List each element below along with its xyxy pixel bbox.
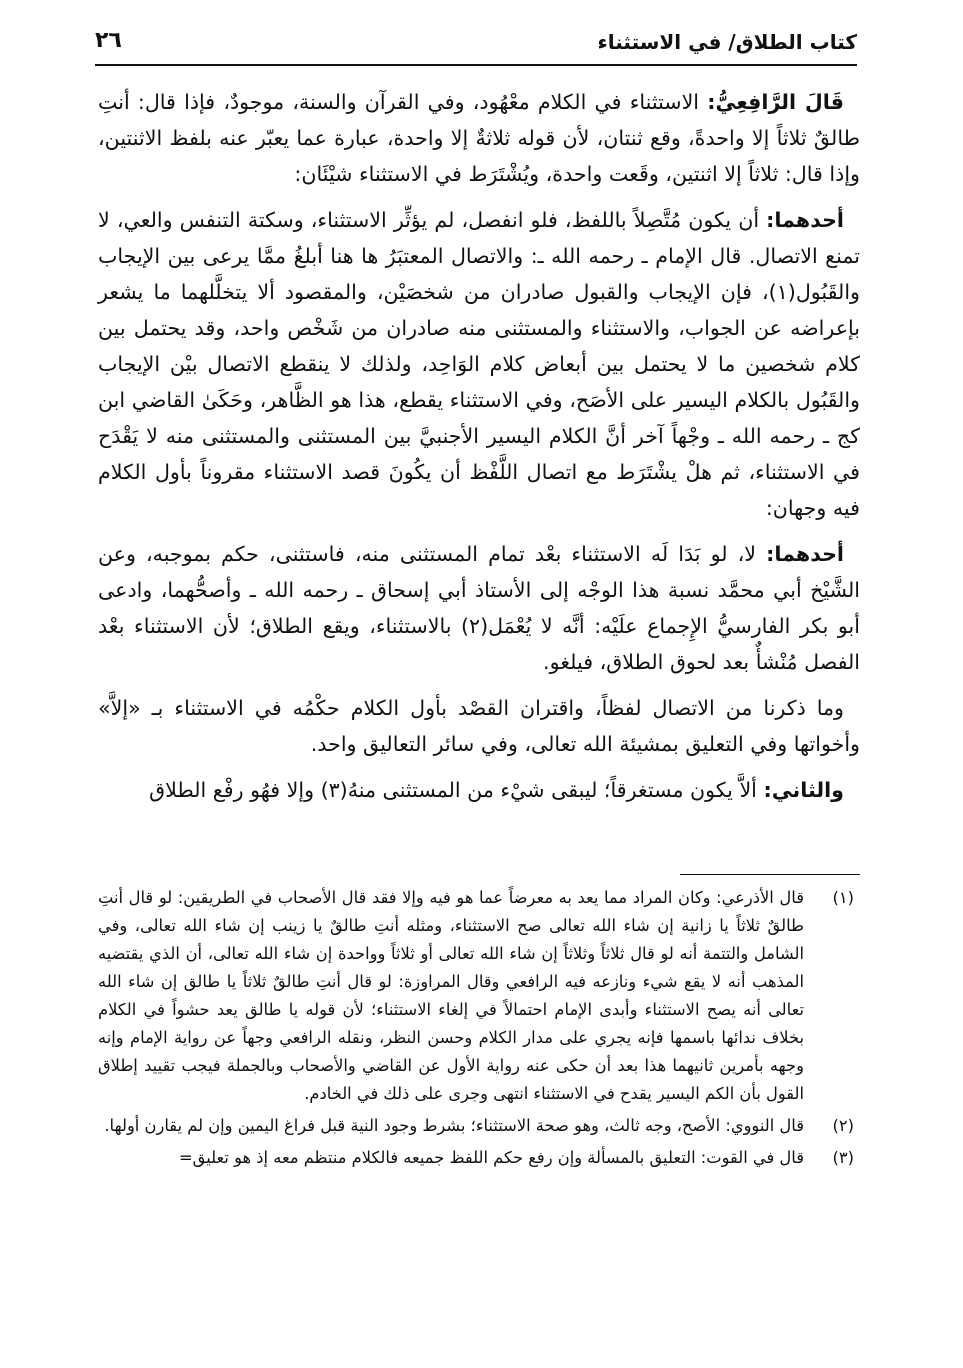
footnote-item	[98, 884, 860, 1108]
footnote-number: (٢)	[832, 1116, 854, 1135]
paragraph-lead: أحدهما:	[766, 542, 844, 566]
paragraph	[98, 690, 860, 762]
paragraph-lead: والثاني:	[763, 778, 844, 802]
footnote-rule	[680, 874, 860, 875]
header-rule	[95, 64, 857, 66]
paragraph-text: أن يكون مُتَّصِلاً باللفظ، فلو انفصل، لم يؤثِّر الاستثناء، وسكتة التنفس والعي، لا تمنع الاتصال. قال الإمام ـ رحمه الله ـ: والاتصال المعتبَرُ ها هنا أبلغُ ممَّا يرعى بين الإيجاب والقَبُول(١)، فإن الإيجاب والقبول صادران من شخصَيْن، والمقصود ألا يتخلَّلهما ما يشعر بإعراضه عن الجواب، والاستثناء والمستثنى منه صادران من شَخْص واحد، وقد يحتمل بين كلام شخصين ما لا يحتمل بين أبعاض كلام الوَاحِد، ولذلك لا ينقطع الاتصال بيْن الإيجاب والقَبُول بالكلام اليسير على الأصَح، وفي الاستثناء يقطع، هذا هو الظَّاهر، وحَكَىٰ القاضي ابن كج ـ رحمه الله ـ وجْهاً آخر أنَّ الكلام اليسير الأجنبيَّ بين المستثنى والمستثنى منه لا يَقْدَح في الاستثناء، ثم هلْ يشْتَرَط مع اتصال اللَّفْظ أن يكُونَ قصد الاستثناء مقروناً بأول الكلام فيه وجهان:	[98, 208, 860, 520]
paragraph-text: الاستثناء في الكلام معْهُود، وفي القرآن والسنة، موجودٌ، فإذا قال: أنتِ طالقٌ ثلاثاً إلا واحدةً، وقع ثنتان، لأن قوله ثلاثةٌ إلا واحدة، عبارة عما يعبّر عنه بلفظ الاثنتين، وإذا قال: ثلاثاً إلا اثنتين، وقَعت واحدة، ويُشْتَرَط في الاستثناء شيْئَان:	[98, 90, 860, 186]
running-title: كتاب الطلاق/ في الاستثناء	[597, 30, 857, 54]
footnote-text: قال النووي: الأصح، وجه ثالث، وهو صحة الاستثناء؛ بشرط وجود النية قبل فراغ اليمين وإن لم يقارن أولها.	[104, 1116, 804, 1135]
paragraph-text: وما ذكرنا من الاتصال لفظاً، واقتران القصْد بأول الكلام حكْمُه في الاستثناء بـ «إلاَّ» وأخواتها وفي التعليق بمشيئة الله تعالى، وفي سائر التعاليق واحد.	[98, 696, 860, 756]
paragraph	[98, 536, 860, 680]
footnote-text: قال في القوت: التعليق بالمسألة وإن رفع حكم اللفظ جميعه فالكلام منتظم معه إذ هو تعليق=	[179, 1148, 804, 1167]
paragraph	[98, 772, 860, 808]
footnote-item	[98, 1112, 860, 1140]
footnote-item	[98, 1144, 860, 1172]
paragraph-lead: أحدهما:	[766, 208, 844, 232]
page-header	[95, 26, 857, 62]
paragraph-lead: قَالَ الرَّافِعِيُّ:	[707, 90, 844, 114]
main-text	[98, 84, 860, 818]
paragraph-text: ألاَّ يكون مستغرقاً؛ ليبقى شيْء من المستثنى منهُ(٣) وإلا فهُو رفْع الطلاق	[149, 778, 764, 802]
page-number: ٢٦	[95, 28, 122, 53]
footnote-text: قال الأذرعي: وكان المراد مما يعد به معرضاً عما هو فيه وإلا فقد قال الأصحاب في الطريقين: لو قال أنتِ طالقٌ ثلاثاً يا زانية إن شاء الله تعالى صح الاستثناء، ومثله أنتِ طالقٌ يا زينب إن شاء الله تعالى، وفي الشامل والتتمة أنه لو قال ثلاثاً وثلاثاً إن شاء الله تعالى أو ثلاثاً وواحدة إن شاء الله تعالى، أن الذي يقتضيه المذهب أنه لا يقع شيء ونازعه فيه الرافعي وقال المراوزة: لو قال أنتِ طالقٌ ثلاثاً يا طالق إن شاء الله تعالى أنه يصح الاستثناء وأبدى الإمام احتمالاً في إلغاء الاستثناء؛ لأن قوله يا طالق يعد حشواً في الكلام بخلاف ندائها باسمها فإنه يجري على مدار الكلام وحسن النظر، ونقله الرافعي وجهاً عن رواية الإمام وإنه وجهه بأمرين ثانيهما هذا بعد أن حكى عنه رواية الأول عن القاضي والأصحاب وبالجملة فيجب تقييد إطلاق القول بأن الكم اليسير يقدح في الاستثناء انتهى وجرى على ذلك في الخادم.	[98, 888, 804, 1103]
paragraph	[98, 202, 860, 526]
footnotes	[98, 884, 860, 1176]
paragraph	[98, 84, 860, 192]
footnote-number: (٣)	[832, 1148, 854, 1167]
footnote-number: (١)	[832, 888, 854, 907]
paragraph-text: لا، لو بَدَا لَه الاستثناء بعْد تمام المستثنى منه، فاستثنى، حكم بموجبه، وعن الشَّيْخ أبي محمَّد نسبة هذا الوجْه إلى الأستاذ أبي إسحاق ـ رحمه الله ـ وأصحُّهما، وادعى أبو بكر الفارسيُّ الإِجماع علَيْه: أنَّه لا يُعْمَل(٢) بالاستثناء، ويقع الطلاق؛ لأن الاستثناء بعْد الفصل مُنْشأٌ بعد لحوق الطلاق، فيلغو.	[98, 542, 861, 674]
